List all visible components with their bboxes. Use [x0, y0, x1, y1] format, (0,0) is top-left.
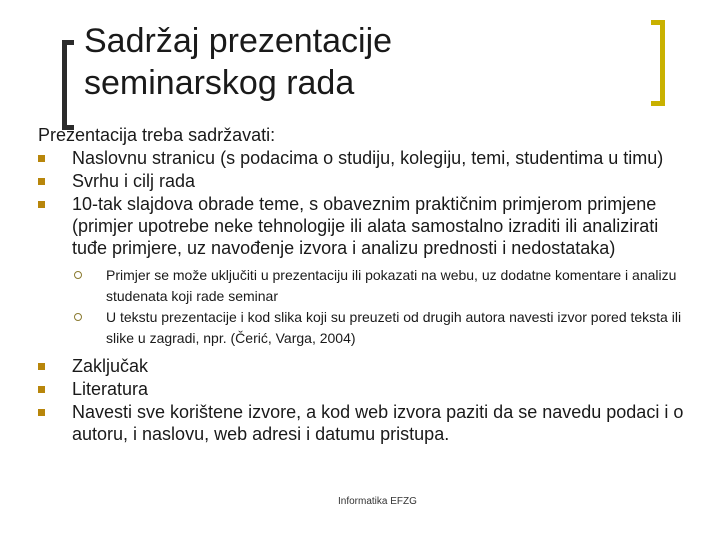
intro-text: Prezentacija treba sadržavati:: [38, 125, 276, 145]
sub-list-item: [72, 265, 698, 307]
list-item: [38, 355, 698, 377]
sub-list-item-text: U tekstu prezentacije i kod slika koji su preuzeti od drugih autora navesti izvor pored teksta ili slike u zagradi, npr. (Čerić, Varga, 2004): [106, 309, 682, 346]
circle-bullet-icon: [74, 313, 82, 321]
list-item: [38, 193, 698, 259]
square-bullet-icon: [38, 178, 45, 185]
square-bullet-icon: [38, 155, 45, 162]
square-bullet-icon: [38, 386, 45, 393]
list-item-text: Navesti sve korištene izvore, a kod web izvora paziti da se navedu podaci i o autoru, i naslovu, web adresi i datumu pristupa.: [72, 402, 684, 444]
slide-title: [84, 20, 644, 104]
list-item-text: Literatura: [72, 379, 149, 399]
square-bullet-icon: [38, 363, 45, 370]
sublist-container: [38, 265, 698, 349]
title-bracket-left: [62, 40, 74, 130]
sub-list-item: [72, 307, 698, 349]
main-bullet-list: [38, 147, 698, 445]
list-item: [38, 401, 698, 445]
sub-bullet-list: [72, 265, 698, 349]
list-item-text: Naslovnu stranicu (s podacima o studiju, kolegiju, temi, studentima u timu): [72, 148, 664, 168]
square-bullet-icon: [38, 201, 45, 208]
list-item-text: Zaključak: [72, 356, 149, 376]
list-item-text: 10-tak slajdova obrade teme, s obaveznim praktičnim primjerom primjene (primjer upotrebe neke tehnologije ili alata samostalno izraditi ili analizirati tuđe primjere, uz navođenje izvora i analizu prednosti i nedostataka): [72, 194, 659, 258]
list-item: [38, 147, 698, 169]
list-item-text: Svrhu i cilj rada: [72, 171, 196, 191]
circle-bullet-icon: [74, 271, 82, 279]
square-bullet-icon: [38, 409, 45, 416]
slide-footer: Informatika EFZG: [338, 496, 417, 507]
list-item: [38, 378, 698, 400]
sub-list-item-text: Primjer se može uključiti u prezentaciju ili pokazati na webu, uz dodatne komentare i analizu studenata koji rade seminar: [106, 267, 677, 304]
slide-content: [38, 124, 698, 446]
list-item: [38, 170, 698, 192]
title-bracket-right: [651, 20, 665, 106]
slide-title-line-2: seminarskog rada: [84, 64, 355, 102]
slide-title-line-1: Sadržaj prezentacije: [84, 22, 393, 60]
